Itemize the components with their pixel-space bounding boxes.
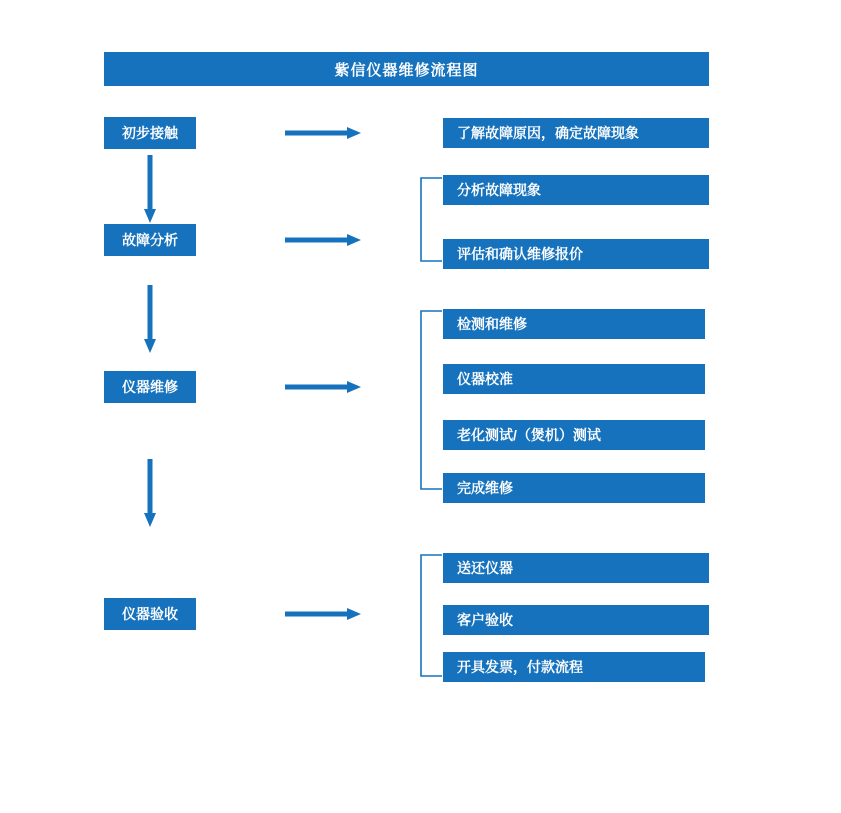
stage-box-initial-contact[interactable]: 初步接触 bbox=[104, 117, 196, 149]
page-title: 紫信仪器维修流程图 bbox=[104, 52, 709, 86]
right-arrow-icon-stage2 bbox=[285, 233, 365, 247]
stage-box-instrument-repair[interactable]: 仪器维修 bbox=[104, 371, 196, 403]
right-arrow-icon-stage4 bbox=[285, 607, 365, 621]
detail-box-calibration[interactable]: 仪器校准 bbox=[443, 364, 705, 394]
detail-box-repair-complete[interactable]: 完成维修 bbox=[443, 473, 705, 503]
detail-box-customer-acceptance[interactable]: 客户验收 bbox=[443, 605, 709, 635]
detail-box-return-instrument[interactable]: 送还仪器 bbox=[443, 553, 709, 583]
detail-box-burn-in-test[interactable]: 老化测试/（煲机）测试 bbox=[443, 420, 705, 450]
stage-box-instrument-acceptance[interactable]: 仪器验收 bbox=[104, 598, 196, 630]
bracket-stage4 bbox=[418, 554, 444, 677]
right-arrow-icon-stage3 bbox=[285, 380, 365, 394]
detail-box-quote-confirm[interactable]: 评估和确认维修报价 bbox=[443, 239, 709, 269]
down-arrow-icon-3 bbox=[143, 459, 157, 527]
down-arrow-icon-1 bbox=[143, 155, 157, 223]
detail-box-test-and-repair[interactable]: 检测和维修 bbox=[443, 309, 705, 339]
right-arrow-icon-stage1 bbox=[285, 126, 365, 140]
detail-box-analyze-symptom[interactable]: 分析故障现象 bbox=[443, 175, 709, 205]
bracket-stage2 bbox=[418, 177, 444, 262]
detail-box-invoice-payment[interactable]: 开具发票，付款流程 bbox=[443, 652, 705, 682]
bracket-stage3 bbox=[418, 310, 444, 490]
detail-box-understand-fault[interactable]: 了解故障原因，确定故障现象 bbox=[443, 118, 709, 148]
down-arrow-icon-2 bbox=[143, 285, 157, 353]
stage-box-fault-analysis[interactable]: 故障分析 bbox=[104, 224, 196, 256]
